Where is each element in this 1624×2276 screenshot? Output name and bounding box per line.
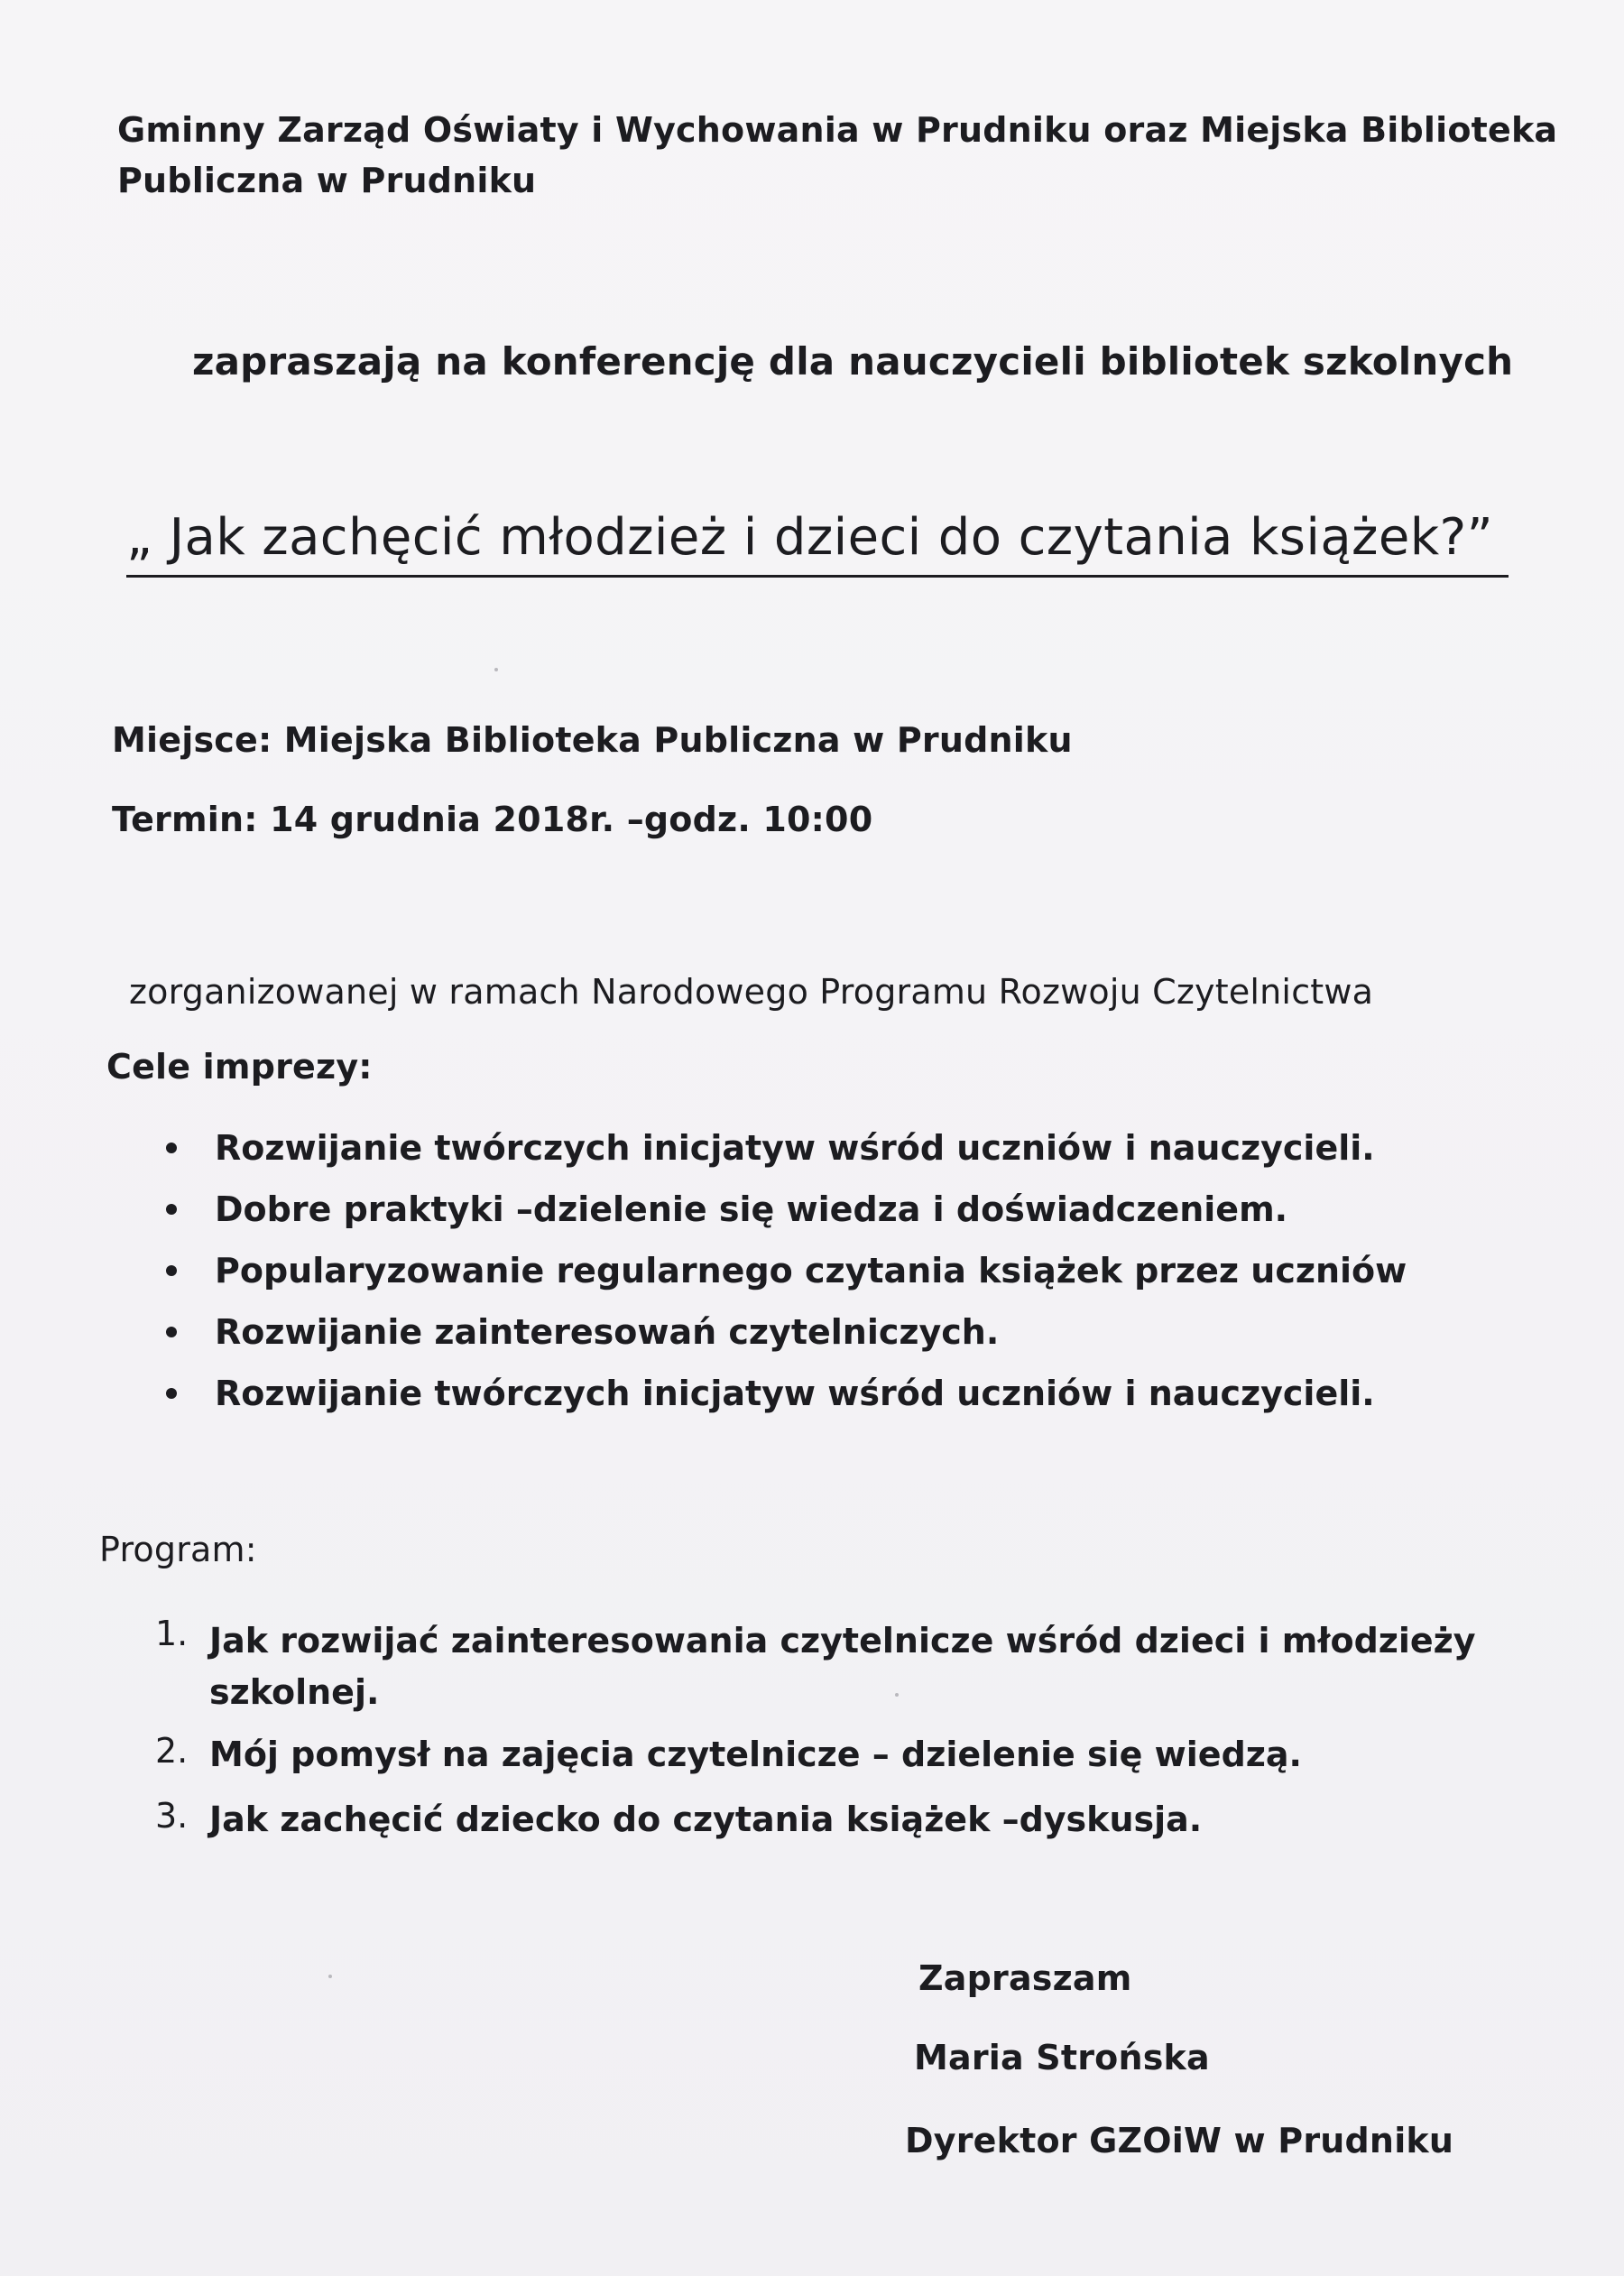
invitation-text: zapraszają na konferencję dla nauczycieli bibliotek szkolnych — [192, 339, 1514, 384]
signature-greeting: Zapraszam — [918, 1958, 1132, 1998]
bullet-icon — [166, 1327, 177, 1337]
title-underline — [126, 575, 1509, 578]
bullet-icon — [166, 1204, 177, 1215]
goal-text: Rozwijanie twórczych inicjatyw wśród uczniów i nauczycieli. — [215, 1128, 1375, 1168]
bullet-icon — [166, 1265, 177, 1276]
program-number: 2. — [155, 1731, 189, 1771]
program-text: Jak zachęcić dziecko do czytania książek –dyskusja. — [209, 1800, 1203, 1839]
goal-text: Dobre praktyki –dzielenie się wiedza i doświadczeniem. — [215, 1189, 1288, 1229]
program-text: Mój pomysł na zajęcia czytelnicze – dzielenie się wiedzą. — [209, 1735, 1302, 1774]
program-text-continuation: szkolnej. — [209, 1672, 380, 1712]
program-text: Jak rozwijać zainteresowania czytelnicze wśród dzieci i młodzieży — [209, 1621, 1476, 1661]
conference-title: „ Jak zachęcić młodzież i dzieci do czytania książek?” — [126, 508, 1494, 567]
goal-text: Popularyzowanie regularnego czytania książek przez uczniów — [215, 1251, 1407, 1291]
goal-text: Rozwijanie zainteresowań czytelniczych. — [215, 1312, 1000, 1352]
program-heading: Program: — [99, 1530, 257, 1569]
organized-note: zorganizowanej w ramach Narodowego Programu Rozwoju Czytelnictwa — [129, 972, 1374, 1012]
goals-heading: Cele imprezy: — [106, 1047, 373, 1087]
scan-speck — [494, 668, 498, 671]
signature-title: Dyrektor GZOiW w Prudniku — [905, 2121, 1454, 2160]
program-number: 3. — [155, 1796, 189, 1836]
bullet-icon — [166, 1143, 177, 1153]
goal-text: Rozwijanie twórczych inicjatyw wśród uczniów i nauczycieli. — [215, 1374, 1375, 1413]
bullet-icon — [166, 1388, 177, 1399]
header-organizer-line2: Publiczna w Prudniku — [117, 161, 537, 200]
scan-speck — [328, 1975, 332, 1978]
event-date: Termin: 14 grudnia 2018r. –godz. 10:00 — [112, 800, 873, 839]
event-place: Miejsce: Miejska Biblioteka Publiczna w Prudniku — [112, 720, 1073, 760]
program-number: 1. — [155, 1614, 189, 1653]
header-organizer-line1: Gminny Zarząd Oświaty i Wychowania w Prudniku oraz Miejska Biblioteka — [117, 110, 1558, 150]
scan-speck — [895, 1693, 899, 1697]
signature-name: Maria Strońska — [914, 2038, 1210, 2077]
